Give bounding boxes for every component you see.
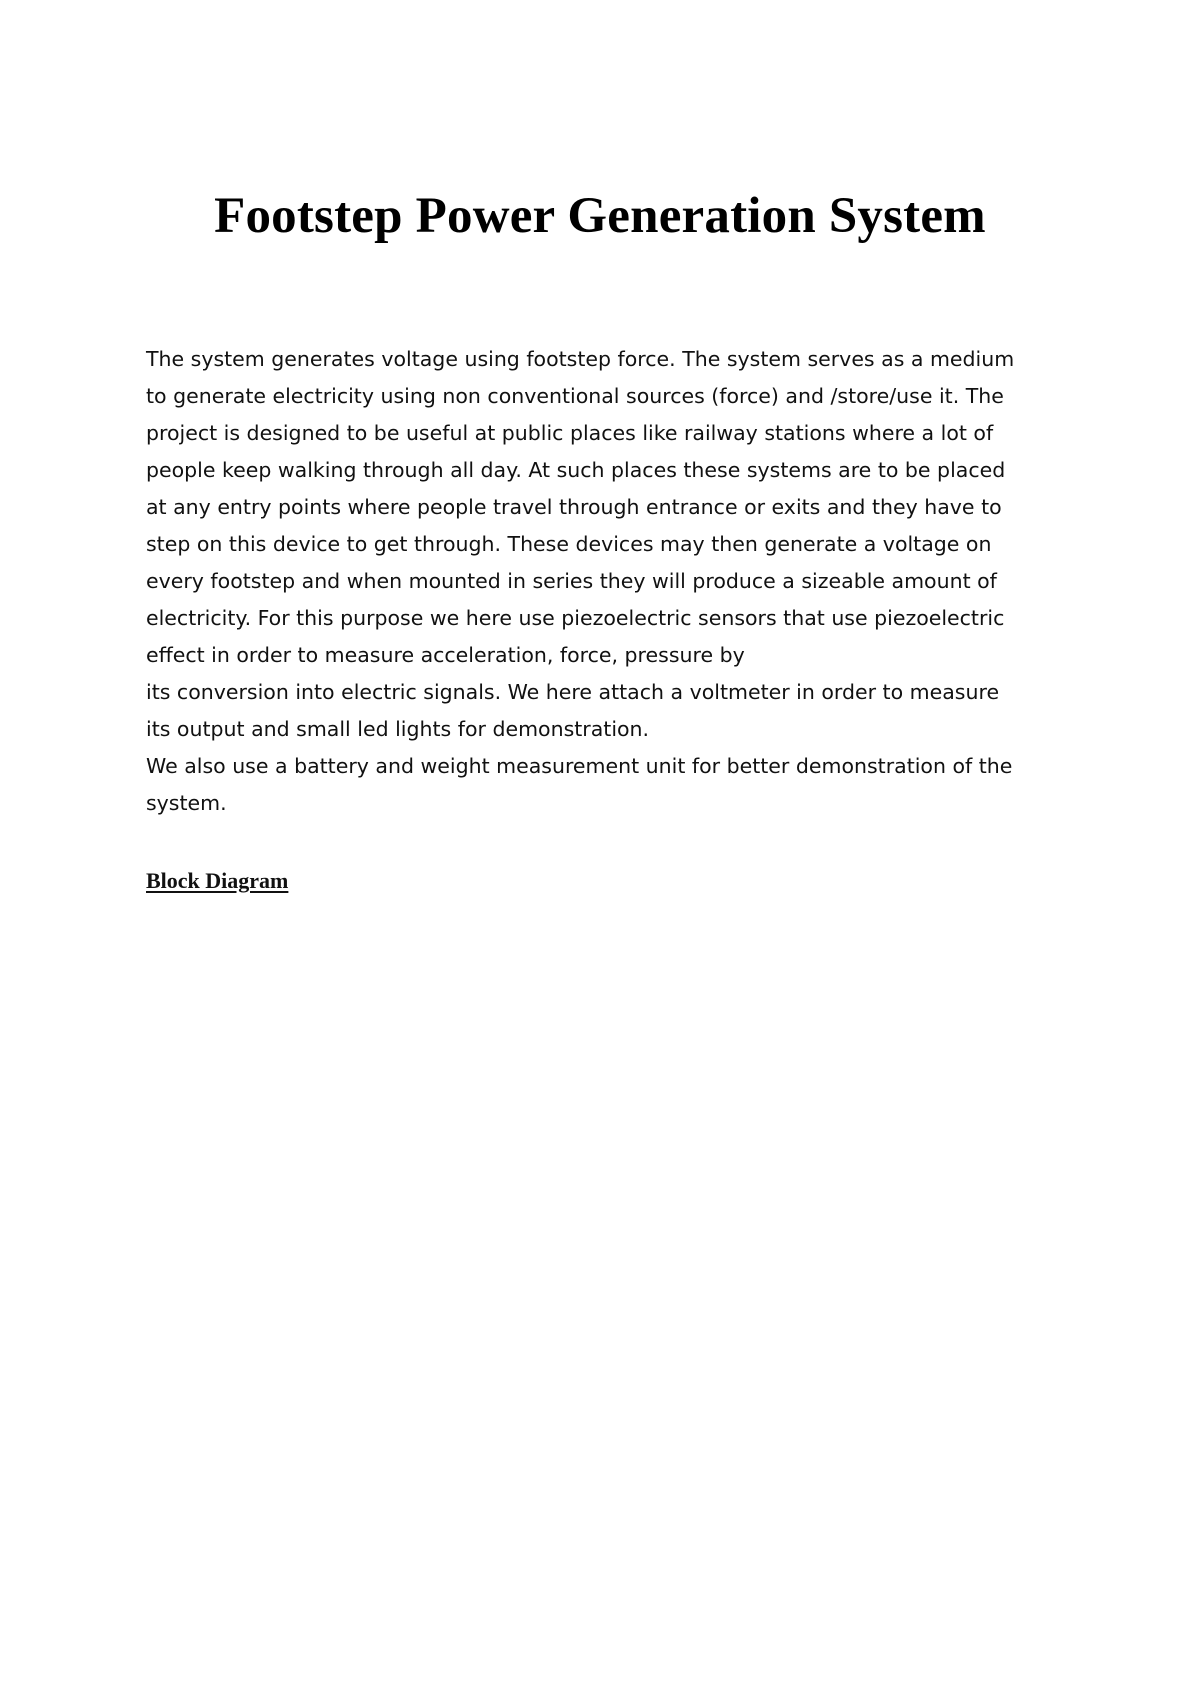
paragraph-line: We also use a battery and weight measurement unit for better demonstration of the bbox=[146, 754, 1013, 778]
paragraph-line: its conversion into electric signals. We here attach a voltmeter in order to measure bbox=[146, 680, 1000, 704]
section-heading-block-diagram: Block Diagram bbox=[146, 868, 289, 893]
paragraph-line: project is designed to be useful at public places like railway stations where a lot of bbox=[146, 421, 994, 445]
paragraph-line: effect in order to measure acceleration, force, pressure by bbox=[146, 643, 745, 667]
paragraph-line: to generate electricity using non conventional sources (force) and /store/use it. The bbox=[146, 384, 1004, 408]
paragraph-line: system. bbox=[146, 791, 227, 815]
paragraph-line: step on this device to get through. These devices may then generate a voltage on bbox=[146, 532, 992, 556]
paragraph-line: The system generates voltage using footstep force. The system serves as a medium bbox=[146, 347, 1015, 371]
paragraph-line: at any entry points where people travel through entrance or exits and they have to bbox=[146, 495, 1002, 519]
paragraph-line: people keep walking through all day. At such places these systems are to be placed bbox=[146, 458, 1006, 482]
paragraph-line: every footstep and when mounted in series they will produce a sizeable amount of bbox=[146, 569, 997, 593]
body-paragraph bbox=[146, 341, 1066, 822]
document-title: Footstep Power Generation System bbox=[214, 188, 986, 244]
paragraph-line: its output and small led lights for demonstration. bbox=[146, 717, 650, 741]
paragraph-line: electricity. For this purpose we here use piezoelectric sensors that use piezoelectric bbox=[146, 606, 1005, 630]
